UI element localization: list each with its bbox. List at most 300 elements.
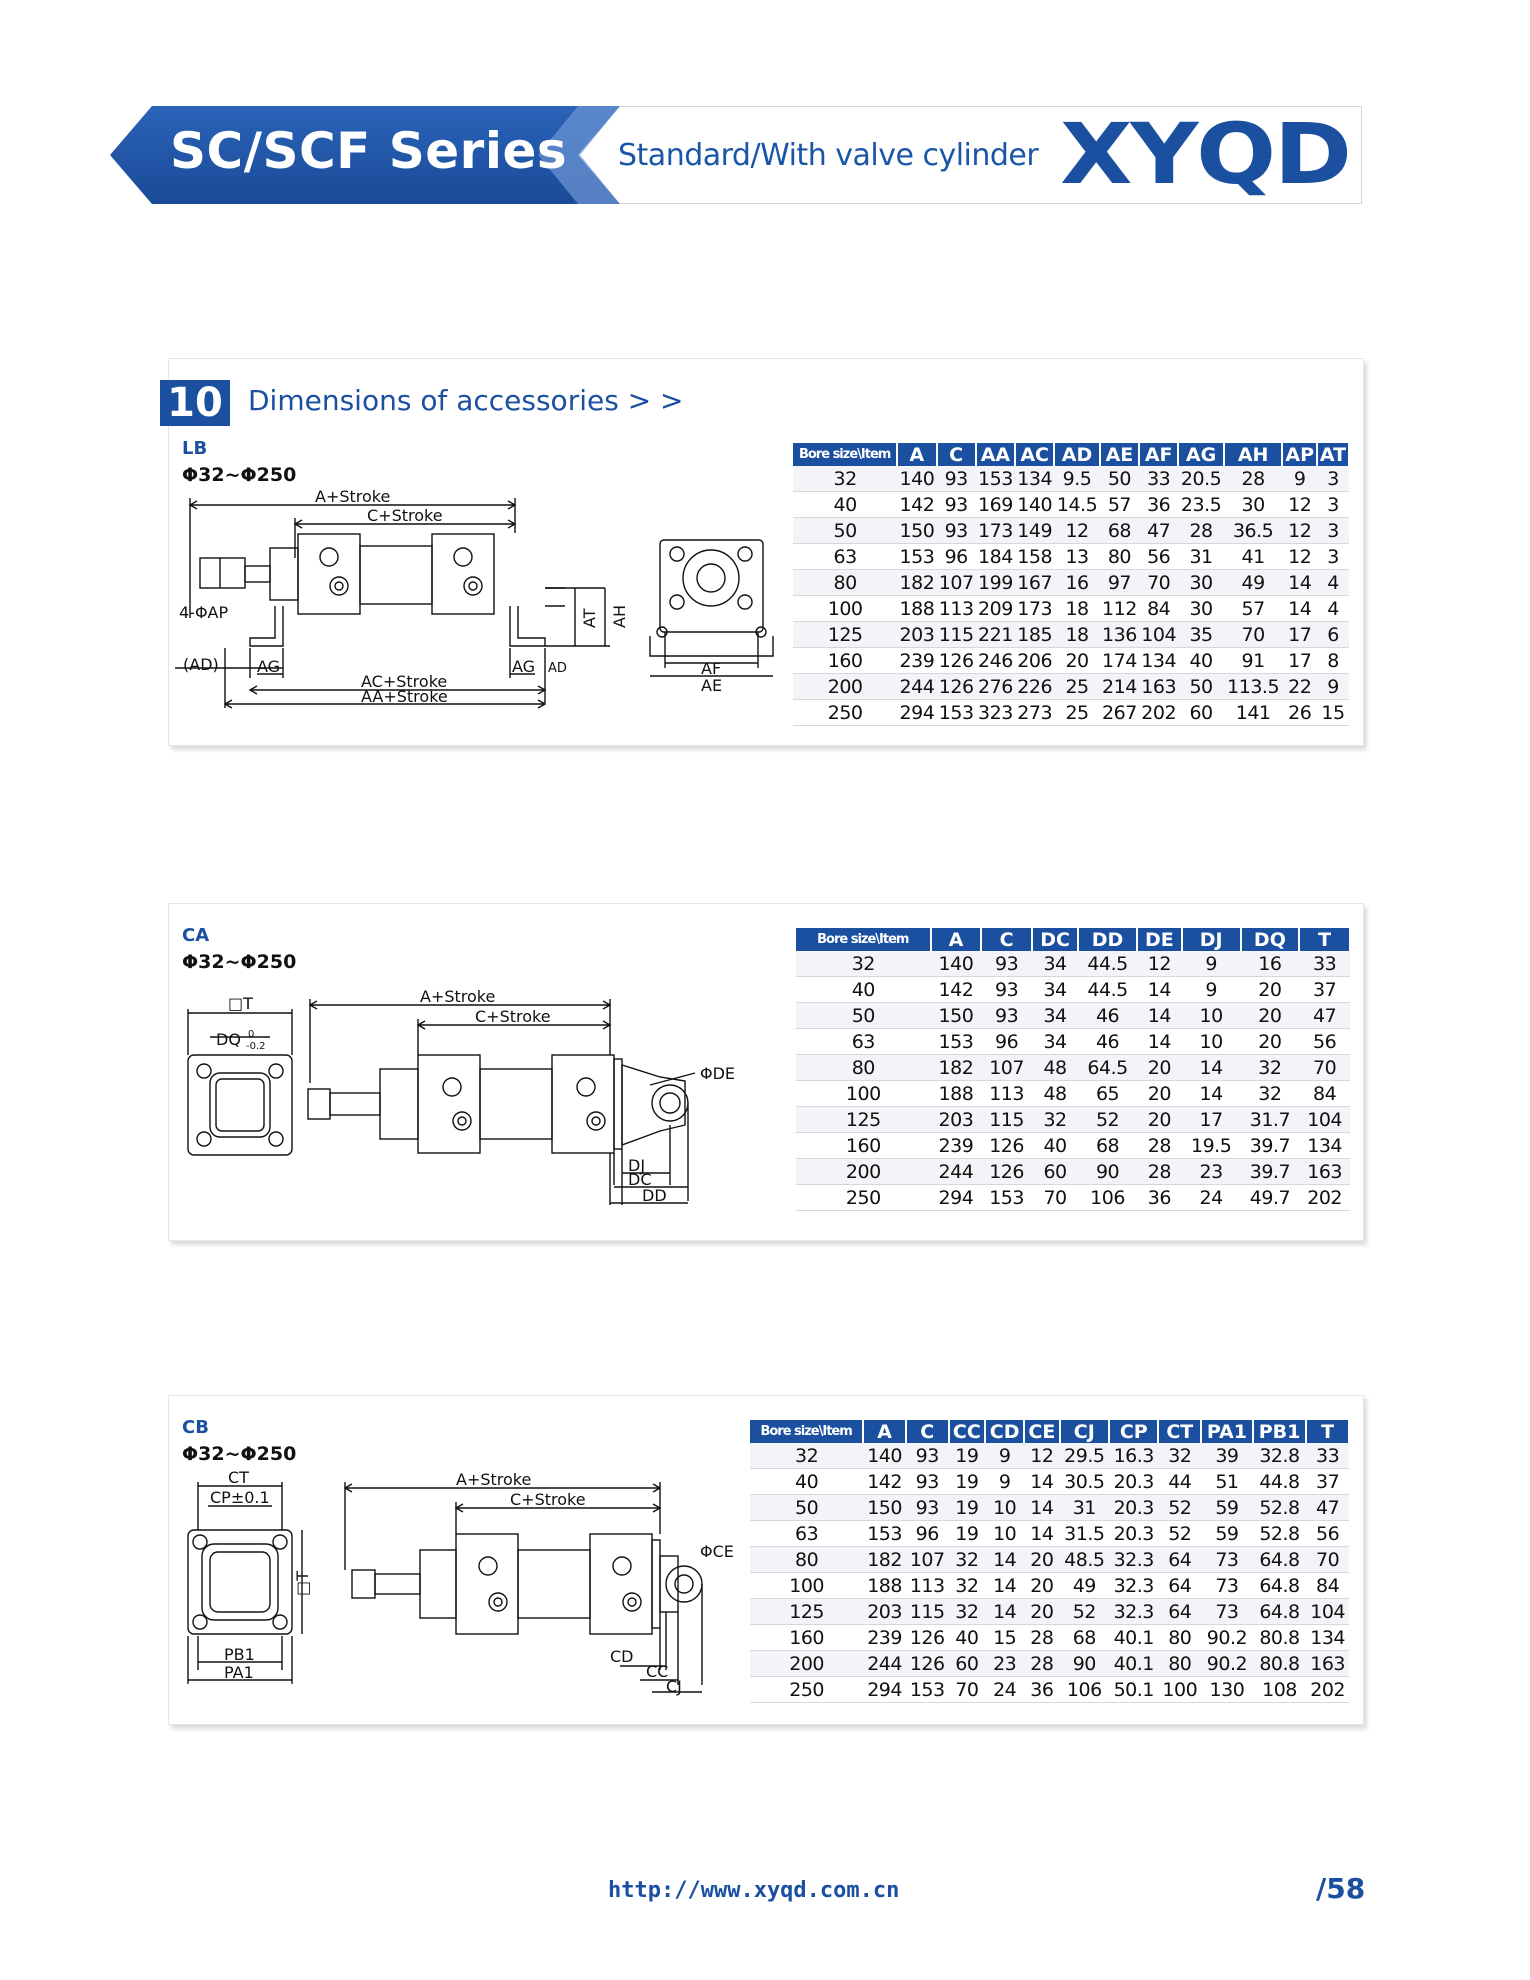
dimension-cell: 70 (949, 1677, 986, 1703)
dimension-cell: 80 (1158, 1625, 1201, 1651)
dimension-cell: 14 (1182, 1055, 1241, 1081)
table-row (796, 1133, 1350, 1159)
dimension-cell: 32 (1241, 1081, 1300, 1107)
dimension-cell: 134 (1306, 1625, 1349, 1651)
dimension-cell: 115 (981, 1107, 1032, 1133)
column-header: Bore size\Item (793, 443, 897, 466)
dimension-cell: 203 (931, 1107, 982, 1133)
column-header: Bore size\Item (750, 1420, 863, 1443)
dimension-cell: 60 (1178, 700, 1224, 726)
column-header: CP (1109, 1420, 1158, 1443)
dimension-cell: 32.3 (1109, 1573, 1158, 1599)
dimension-cell: 185 (1015, 622, 1054, 648)
dimension-cell: 96 (937, 544, 976, 570)
dimension-cell: 20 (1137, 1055, 1182, 1081)
dimension-cell: 64.5 (1078, 1055, 1137, 1081)
dimension-cell: 16.3 (1109, 1443, 1158, 1469)
dimension-cell: 136 (1100, 622, 1139, 648)
bore-size-cell: 63 (750, 1521, 863, 1547)
lb-dimension-table (793, 443, 1350, 726)
lb-label-ap: 4-ΦAP (179, 603, 229, 622)
website-url[interactable]: http://www.xyqd.com.cn (608, 1878, 900, 1903)
dimension-cell: 12 (1282, 544, 1317, 570)
dimension-cell: 68 (1078, 1133, 1137, 1159)
bore-size-cell: 80 (750, 1547, 863, 1573)
dimension-cell: 14 (1137, 1029, 1182, 1055)
dimension-cell: 52 (1158, 1495, 1201, 1521)
dimension-cell: 93 (906, 1469, 949, 1495)
dimension-cell: 112 (1100, 596, 1139, 622)
dimension-cell: 202 (1299, 1185, 1350, 1211)
table-row (793, 596, 1349, 622)
bore-size-cell: 50 (750, 1495, 863, 1521)
column-header: DE (1137, 928, 1182, 951)
column-header: AP (1282, 443, 1317, 466)
table-row (750, 1495, 1349, 1521)
ca-label-dq-tol-bot: -0.2 (246, 1041, 266, 1052)
dimension-cell: 134 (1299, 1133, 1350, 1159)
dimension-cell: 106 (1078, 1185, 1137, 1211)
ca-label-c-stroke: C+Stroke (475, 1007, 551, 1026)
dimension-cell: 167 (1015, 570, 1054, 596)
column-header: AE (1100, 443, 1139, 466)
dimension-cell: 20 (1137, 1107, 1182, 1133)
dimension-cell: 153 (906, 1677, 949, 1703)
dimension-cell: 202 (1139, 700, 1178, 726)
ca-drawing-labels (180, 985, 780, 1215)
table-row (793, 648, 1349, 674)
dimension-cell: 14 (1282, 570, 1317, 596)
dimension-cell: 64 (1158, 1599, 1201, 1625)
dimension-cell: 39 (1201, 1443, 1253, 1469)
column-header: C (937, 443, 976, 466)
dimension-cell: 267 (1100, 700, 1139, 726)
dimension-cell: 80 (1100, 544, 1139, 570)
bore-size-cell: 63 (796, 1029, 931, 1055)
dimension-cell: 113 (981, 1081, 1032, 1107)
ca-label-dd: DD (642, 1186, 667, 1205)
dimension-cell: 52 (1060, 1599, 1109, 1625)
series-title: SC/SCF Series (170, 122, 568, 180)
column-header: C (906, 1420, 949, 1443)
table-row (793, 700, 1349, 726)
dimension-cell: 14 (985, 1599, 1024, 1625)
dimension-cell: 70 (1139, 570, 1178, 596)
dimension-cell: 84 (1139, 596, 1178, 622)
dimension-cell: 28 (1178, 518, 1224, 544)
dimension-cell: 17 (1182, 1107, 1241, 1133)
dimension-cell: 14 (1024, 1469, 1059, 1495)
dimension-cell: 33 (1139, 466, 1178, 492)
table-header-row (750, 1420, 1349, 1443)
column-header: DD (1078, 928, 1137, 951)
lb-name: LB (182, 438, 208, 459)
lb-drawing-labels (175, 488, 775, 723)
dimension-cell: 20 (1241, 977, 1300, 1003)
dimension-cell: 24 (1182, 1185, 1241, 1211)
section-title: Dimensions of accessories > > (248, 384, 684, 417)
dimension-cell: 14 (1137, 1003, 1182, 1029)
cb-label-ce: ΦCE (700, 1542, 734, 1561)
dimension-cell: 150 (897, 518, 936, 544)
dimension-cell: 130 (1201, 1677, 1253, 1703)
dimension-cell: 31 (1060, 1495, 1109, 1521)
dimension-cell: 32.3 (1109, 1547, 1158, 1573)
dimension-cell: 16 (1054, 570, 1100, 596)
dimension-cell: 32 (1241, 1055, 1300, 1081)
dimension-cell: 93 (981, 977, 1032, 1003)
dimension-cell: 44.5 (1078, 977, 1137, 1003)
table-row (750, 1573, 1349, 1599)
dimension-cell: 32 (1032, 1107, 1078, 1133)
dimension-cell: 40 (1178, 648, 1224, 674)
cb-label-c-stroke: C+Stroke (510, 1490, 586, 1509)
dimension-cell: 60 (1032, 1159, 1078, 1185)
dimension-cell: 32.8 (1253, 1443, 1307, 1469)
table-row (793, 674, 1349, 700)
cb-label-pa1: PA1 (224, 1663, 254, 1682)
dimension-cell: 10 (985, 1495, 1024, 1521)
dimension-cell: 34 (1032, 1029, 1078, 1055)
dimension-cell: 14 (985, 1573, 1024, 1599)
dimension-cell: 23 (985, 1651, 1024, 1677)
dimension-cell: 30 (1224, 492, 1283, 518)
dimension-cell: 203 (897, 622, 936, 648)
lb-label-ad-paren: (AD) (183, 655, 219, 674)
dimension-cell: 24 (985, 1677, 1024, 1703)
dimension-cell: 34 (1032, 951, 1078, 977)
table-row (793, 622, 1349, 648)
dimension-cell: 50 (1178, 674, 1224, 700)
dimension-cell: 113 (906, 1573, 949, 1599)
cb-label-a-stroke: A+Stroke (456, 1470, 532, 1489)
ca-label-dq-tol-top: 0 (248, 1029, 255, 1040)
brand-logo: XYQD (1060, 105, 1350, 203)
dimension-cell: 294 (931, 1185, 982, 1211)
dimension-cell: 115 (906, 1599, 949, 1625)
dimension-cell: 140 (931, 951, 982, 977)
dimension-cell: 68 (1100, 518, 1139, 544)
dimension-cell: 33 (1306, 1443, 1349, 1469)
ca-label-de: ΦDE (700, 1064, 736, 1083)
dimension-cell: 60 (949, 1651, 986, 1677)
cb-label-cc: CC (646, 1662, 669, 1681)
dimension-cell: 96 (906, 1521, 949, 1547)
dimension-cell: 49 (1224, 570, 1283, 596)
dimension-cell: 141 (1224, 700, 1283, 726)
dimension-cell: 41 (1224, 544, 1283, 570)
dimension-cell: 142 (863, 1469, 906, 1495)
lb-label-ah: AH (610, 605, 629, 628)
column-header: CE (1024, 1420, 1059, 1443)
dimension-cell: 3 (1317, 544, 1349, 570)
dimension-cell: 10 (1182, 1003, 1241, 1029)
table-header-row (796, 928, 1350, 951)
dimension-cell: 56 (1299, 1029, 1350, 1055)
column-header: AF (1139, 443, 1178, 466)
column-header: DC (1032, 928, 1078, 951)
dimension-cell: 64.8 (1253, 1573, 1307, 1599)
dimension-cell: 40 (949, 1625, 986, 1651)
dimension-cell: 214 (1100, 674, 1139, 700)
dimension-cell: 93 (906, 1443, 949, 1469)
dimension-cell: 150 (863, 1495, 906, 1521)
bore-size-cell: 40 (796, 977, 931, 1003)
dimension-cell: 12 (1024, 1443, 1059, 1469)
dimension-cell: 36 (1024, 1677, 1059, 1703)
column-header: PB1 (1253, 1420, 1307, 1443)
dimension-cell: 3 (1317, 518, 1349, 544)
dimension-cell: 153 (937, 700, 976, 726)
dimension-cell: 17 (1282, 622, 1317, 648)
dimension-cell: 40.1 (1109, 1651, 1158, 1677)
dimension-cell: 9 (1182, 951, 1241, 977)
dimension-cell: 126 (981, 1159, 1032, 1185)
dimension-cell: 52 (1078, 1107, 1137, 1133)
dimension-cell: 50 (1100, 466, 1139, 492)
dimension-cell: 153 (976, 466, 1015, 492)
dimension-cell: 97 (1100, 570, 1139, 596)
dimension-cell: 34 (1032, 1003, 1078, 1029)
table-row (796, 1185, 1350, 1211)
dimension-cell: 49.7 (1241, 1185, 1300, 1211)
table-row (750, 1625, 1349, 1651)
page-number: /58 (1316, 1872, 1366, 1905)
dimension-cell: 10 (985, 1521, 1024, 1547)
dimension-cell: 188 (931, 1081, 982, 1107)
column-header: C (981, 928, 1032, 951)
bore-size-cell: 40 (793, 492, 897, 518)
lb-label-a-stroke: A+Stroke (315, 487, 391, 506)
column-header: AG (1178, 443, 1224, 466)
column-header: A (897, 443, 936, 466)
dimension-cell: 202 (1306, 1677, 1349, 1703)
bore-size-cell: 40 (750, 1469, 863, 1495)
dimension-cell: 163 (1306, 1651, 1349, 1677)
dimension-cell: 163 (1299, 1159, 1350, 1185)
dimension-cell: 47 (1299, 1003, 1350, 1029)
dimension-cell: 46 (1078, 1003, 1137, 1029)
dimension-cell: 90 (1078, 1159, 1137, 1185)
column-header: AT (1317, 443, 1349, 466)
bore-size-cell: 80 (796, 1055, 931, 1081)
dimension-cell: 244 (897, 674, 936, 700)
table-row (796, 1055, 1350, 1081)
dimension-cell: 153 (863, 1521, 906, 1547)
dimension-cell: 57 (1100, 492, 1139, 518)
dimension-cell: 20.3 (1109, 1521, 1158, 1547)
table-row (796, 1107, 1350, 1133)
dimension-cell: 73 (1201, 1599, 1253, 1625)
dimension-cell: 126 (937, 648, 976, 674)
dimension-cell: 56 (1139, 544, 1178, 570)
bore-size-cell: 32 (793, 466, 897, 492)
dimension-cell: 323 (976, 700, 1015, 726)
dimension-cell: 142 (897, 492, 936, 518)
dimension-cell: 15 (985, 1625, 1024, 1651)
dimension-cell: 104 (1299, 1107, 1350, 1133)
cb-label-cj: CJ (666, 1677, 682, 1696)
bore-size-cell: 100 (796, 1081, 931, 1107)
dimension-cell: 17 (1282, 648, 1317, 674)
dimension-cell: 106 (1060, 1677, 1109, 1703)
table-row (793, 492, 1349, 518)
dimension-cell: 49 (1060, 1573, 1109, 1599)
bore-size-cell: 125 (793, 622, 897, 648)
dimension-cell: 15 (1317, 700, 1349, 726)
dimension-cell: 169 (976, 492, 1015, 518)
table-row (750, 1443, 1349, 1469)
dimension-cell: 65 (1078, 1081, 1137, 1107)
bore-size-cell: 250 (750, 1677, 863, 1703)
dimension-cell: 29.5 (1060, 1443, 1109, 1469)
dimension-cell: 18 (1054, 596, 1100, 622)
dimension-cell: 28 (1137, 1133, 1182, 1159)
section-number: 10 (160, 380, 230, 426)
lb-range: Φ32~Φ250 (182, 464, 297, 486)
column-header: DJ (1182, 928, 1241, 951)
bore-size-cell: 160 (750, 1625, 863, 1651)
cb-name: CB (182, 1417, 209, 1438)
ca-name: CA (182, 925, 210, 946)
cb-label-pb1: PB1 (224, 1645, 255, 1664)
dimension-cell: 52 (1158, 1521, 1201, 1547)
dimension-cell: 14 (1282, 596, 1317, 622)
series-subtitle: Standard/With valve cylinder (618, 138, 1039, 173)
dimension-cell: 4 (1317, 570, 1349, 596)
dimension-cell: 36.5 (1224, 518, 1283, 544)
table-header-row (793, 443, 1349, 466)
dimension-cell: 107 (981, 1055, 1032, 1081)
table-row (796, 1029, 1350, 1055)
dimension-cell: 25 (1054, 700, 1100, 726)
dimension-cell: 20 (1137, 1081, 1182, 1107)
dimension-cell: 20 (1241, 1003, 1300, 1029)
dimension-cell: 182 (931, 1055, 982, 1081)
dimension-cell: 20.3 (1109, 1469, 1158, 1495)
dimension-cell: 113 (937, 596, 976, 622)
dimension-cell: 37 (1299, 977, 1350, 1003)
dimension-cell: 239 (931, 1133, 982, 1159)
dimension-cell: 64.8 (1253, 1599, 1307, 1625)
table-row (750, 1651, 1349, 1677)
dimension-cell: 221 (976, 622, 1015, 648)
dimension-cell: 8 (1317, 648, 1349, 674)
dimension-cell: 239 (897, 648, 936, 674)
dimension-cell: 140 (897, 466, 936, 492)
dimension-cell: 158 (1015, 544, 1054, 570)
table-row (796, 1003, 1350, 1029)
dimension-cell: 9 (985, 1469, 1024, 1495)
dimension-cell: 107 (906, 1547, 949, 1573)
dimension-cell: 90.2 (1201, 1651, 1253, 1677)
dimension-cell: 150 (931, 1003, 982, 1029)
dimension-cell: 73 (1201, 1573, 1253, 1599)
column-header: Bore size\Item (796, 928, 931, 951)
dimension-cell: 20 (1241, 1029, 1300, 1055)
dimension-cell: 113.5 (1224, 674, 1283, 700)
dimension-cell: 140 (1015, 492, 1054, 518)
cb-label-cp: CP±0.1 (210, 1488, 270, 1507)
dimension-cell: 68 (1060, 1625, 1109, 1651)
dimension-cell: 134 (1015, 466, 1054, 492)
dimension-cell: 294 (897, 700, 936, 726)
dimension-cell: 37 (1306, 1469, 1349, 1495)
dimension-cell: 48 (1032, 1055, 1078, 1081)
dimension-cell: 163 (1139, 674, 1178, 700)
dimension-cell: 32 (949, 1599, 986, 1625)
dimension-cell: 140 (863, 1443, 906, 1469)
dimension-cell: 52.8 (1253, 1521, 1307, 1547)
ca-label-a-stroke: A+Stroke (420, 987, 496, 1006)
dimension-cell: 32 (949, 1573, 986, 1599)
ca-dimension-table (796, 928, 1351, 1211)
dimension-cell: 294 (863, 1677, 906, 1703)
ca-label-dj: DJ (628, 1156, 646, 1175)
dimension-cell: 13 (1054, 544, 1100, 570)
dimension-cell: 33 (1299, 951, 1350, 977)
dimension-cell: 30.5 (1060, 1469, 1109, 1495)
lb-label-ae: AE (701, 676, 723, 695)
dimension-cell: 44.8 (1253, 1469, 1307, 1495)
column-header: DQ (1241, 928, 1300, 951)
dimension-cell: 22 (1282, 674, 1317, 700)
dimension-cell: 126 (906, 1625, 949, 1651)
column-header: AD (1054, 443, 1100, 466)
bore-size-cell: 200 (796, 1159, 931, 1185)
dimension-cell: 14 (985, 1547, 1024, 1573)
dimension-cell: 14 (1024, 1521, 1059, 1547)
table-row (796, 977, 1350, 1003)
dimension-cell: 28 (1024, 1651, 1059, 1677)
ca-range: Φ32~Φ250 (182, 951, 297, 973)
dimension-cell: 70 (1224, 622, 1283, 648)
table-row (796, 1081, 1350, 1107)
dimension-cell: 51 (1201, 1469, 1253, 1495)
dimension-cell: 26 (1282, 700, 1317, 726)
dimension-cell: 28 (1224, 466, 1283, 492)
dimension-cell: 93 (906, 1495, 949, 1521)
lb-label-ag: AG (257, 657, 281, 676)
dimension-cell: 100 (1158, 1677, 1201, 1703)
dimension-cell: 47 (1306, 1495, 1349, 1521)
dimension-cell: 91 (1224, 648, 1283, 674)
dimension-cell: 64.8 (1253, 1547, 1307, 1573)
cb-label-cd: CD (610, 1647, 634, 1666)
dimension-cell: 115 (937, 622, 976, 648)
column-header: CC (949, 1420, 986, 1443)
dimension-cell: 30 (1178, 570, 1224, 596)
dimension-cell: 28 (1024, 1625, 1059, 1651)
dimension-cell: 31.7 (1241, 1107, 1300, 1133)
dimension-cell: 19 (949, 1495, 986, 1521)
dimension-cell: 57 (1224, 596, 1283, 622)
dimension-cell: 40 (1032, 1133, 1078, 1159)
dimension-cell: 134 (1139, 648, 1178, 674)
dimension-cell: 30 (1178, 596, 1224, 622)
dimension-cell: 104 (1306, 1599, 1349, 1625)
bore-size-cell: 50 (793, 518, 897, 544)
dimension-cell: 9 (985, 1443, 1024, 1469)
dimension-cell: 173 (976, 518, 1015, 544)
dimension-cell: 93 (981, 1003, 1032, 1029)
dimension-cell: 20 (1024, 1573, 1059, 1599)
column-header: AA (976, 443, 1015, 466)
dimension-cell: 23.5 (1178, 492, 1224, 518)
bore-size-cell: 50 (796, 1003, 931, 1029)
dimension-cell: 9 (1317, 674, 1349, 700)
dimension-cell: 25 (1054, 674, 1100, 700)
